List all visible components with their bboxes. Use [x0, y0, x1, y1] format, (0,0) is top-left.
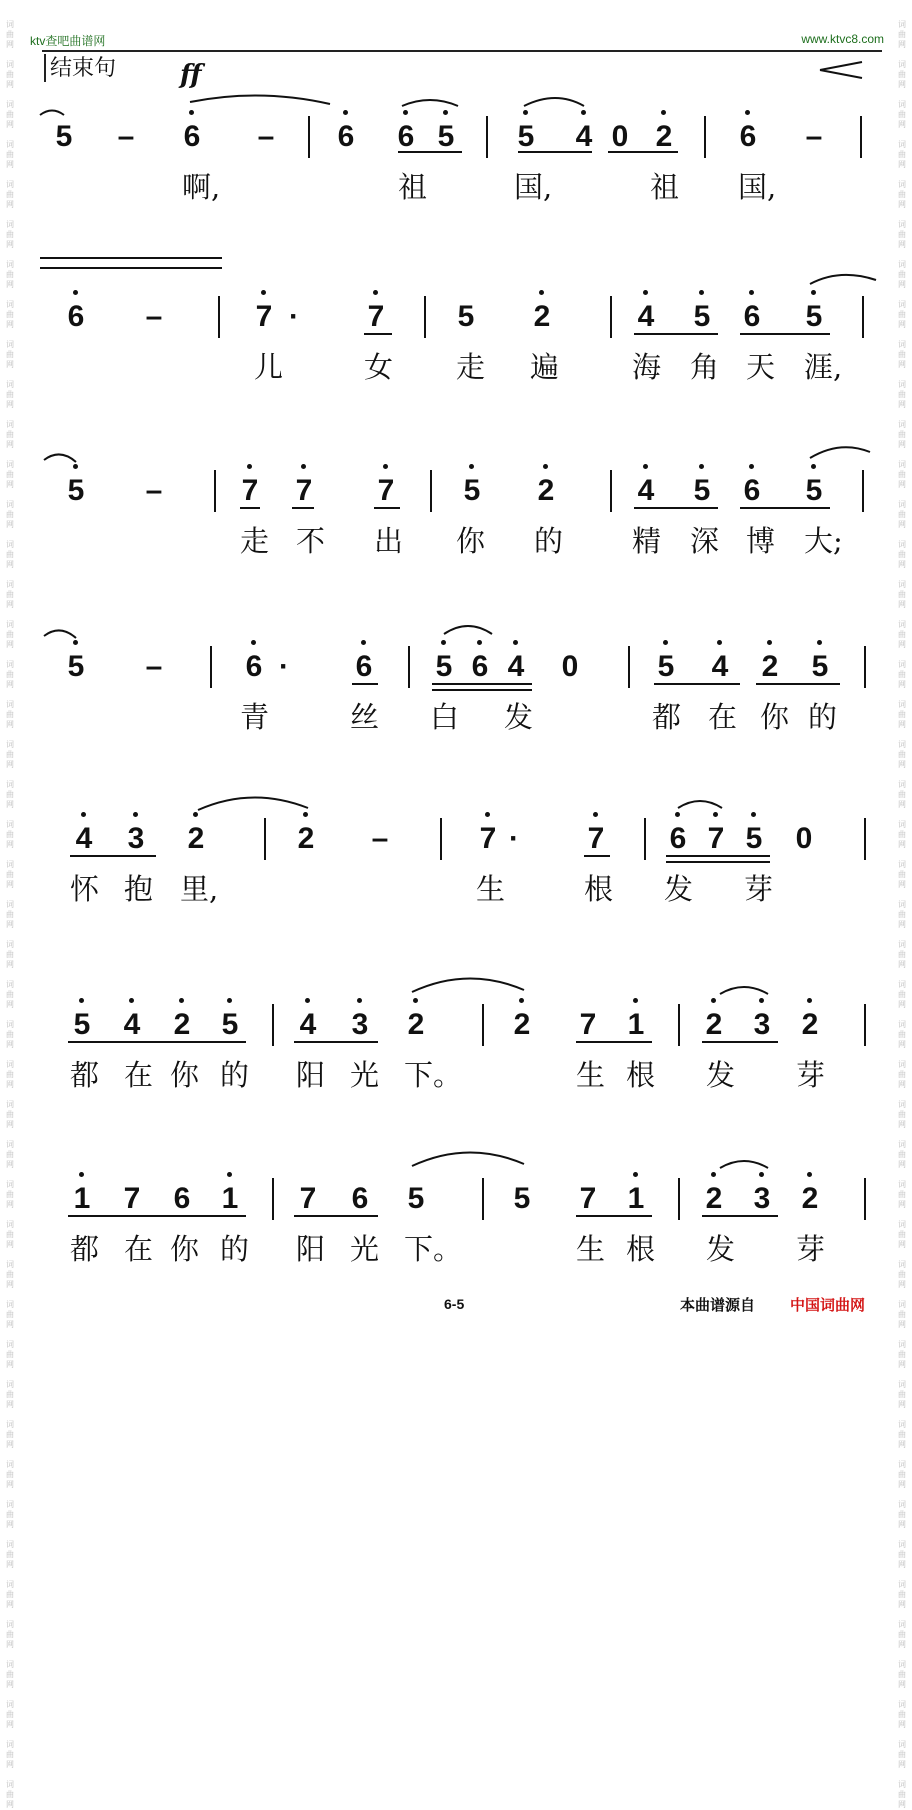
note: 7 — [587, 822, 605, 855]
note: 4 — [711, 650, 729, 683]
lyric-syllable: 生 — [576, 1232, 606, 1266]
lyric-syllable: 不 — [296, 524, 326, 558]
note: 3 — [753, 1008, 771, 1041]
note: 2 — [705, 1182, 723, 1215]
lyric-syllable: 走 — [456, 350, 486, 384]
page-number: 6-5 — [444, 1296, 465, 1312]
note: 6 — [173, 1182, 191, 1215]
note: 2 — [533, 300, 551, 333]
note: 7 — [295, 474, 313, 507]
lyric-syllable: 的 — [808, 700, 838, 734]
note: 7 — [299, 1182, 317, 1215]
lyric-syllable: 都 — [70, 1232, 100, 1266]
note: 2 — [187, 822, 205, 855]
note: 3 — [753, 1182, 771, 1215]
score-system-5 — [0, 812, 912, 922]
lyric-syllable: 你 — [760, 700, 790, 734]
side-watermark-right: 词 曲 网 词 曲 网 词 曲 网 词 曲 网 词 曲 网 词 曲 网 词 曲 网 词 曲 网 词 曲 网 词 曲 网 词 曲 网 词 曲 网 词 曲 网 词 曲 网 词 曲 网 词 曲 网 词 曲 网 词 曲 网 词 曲 网 词 曲 网 词 曲 网 词 曲 网 词 曲 网 词 曲 网 词 曲 网 词 曲 网 词 曲 网 词 曲 网 词 曲 网 词 曲 网 词 曲 网 词 曲 网 词 曲 网 词 曲 网 词 曲 网 词 曲 网 词 曲 网 词 曲 网 词 曲 网 词 曲 网 词 曲 网 词 曲 网 词 曲 网 词 曲 网 词 曲 网 — [898, 20, 906, 1809]
lyric-syllable: 发 — [664, 872, 694, 906]
lyric-syllable: 的 — [220, 1232, 250, 1266]
barline — [610, 296, 612, 338]
note: 4 — [507, 650, 525, 683]
note: 5 — [457, 300, 475, 333]
note: 5 — [657, 650, 675, 683]
score-system-3 — [0, 464, 912, 574]
note: 2 — [297, 822, 315, 855]
note: 5 — [693, 474, 711, 507]
side-watermark-left: 词 曲 网 词 曲 网 词 曲 网 词 曲 网 词 曲 网 词 曲 网 词 曲 网 词 曲 网 词 曲 网 词 曲 网 词 曲 网 词 曲 网 词 曲 网 词 曲 网 词 曲 网 词 曲 网 词 曲 网 词 曲 网 词 曲 网 词 曲 网 词 曲 网 词 曲 网 词 曲 网 词 曲 网 词 曲 网 词 曲 网 词 曲 网 词 曲 网 词 曲 网 词 曲 网 词 曲 网 词 曲 网 词 曲 网 词 曲 网 词 曲 网 词 曲 网 词 曲 网 词 曲 网 词 曲 网 词 曲 网 词 曲 网 词 曲 网 词 曲 网 词 曲 网 词 曲 网 — [6, 20, 14, 1809]
barline — [482, 1004, 484, 1046]
note: 5 — [67, 650, 85, 683]
lyric-syllable: 在 — [708, 700, 738, 734]
note: 5 — [437, 120, 455, 153]
lyric-syllable: 角 — [690, 350, 720, 384]
note: 4 — [575, 120, 593, 153]
note: 2 — [801, 1182, 819, 1215]
note: 2 — [801, 1008, 819, 1041]
note: 4 — [123, 1008, 141, 1041]
lyric-syllable: 深 — [690, 524, 720, 558]
note: 7 — [241, 474, 259, 507]
lyric-syllable: 下。 — [404, 1058, 463, 1092]
note: 2 — [761, 650, 779, 683]
top-rule — [42, 50, 882, 52]
dash: – — [145, 650, 163, 683]
note: 6 — [397, 120, 415, 153]
dash: – — [145, 474, 163, 507]
barline — [864, 1004, 866, 1046]
lyric-syllable: 发 — [706, 1232, 736, 1266]
note: 4 — [637, 474, 655, 507]
dot: · — [509, 822, 519, 855]
lyric-syllable: 生 — [576, 1058, 606, 1092]
lyric-syllable: 在 — [124, 1058, 154, 1092]
lyric-syllable: 你 — [456, 524, 486, 558]
note: 5 — [73, 1008, 91, 1041]
lyric-syllable: 光 — [350, 1058, 380, 1092]
lyric-syllable: 走 — [240, 524, 270, 558]
note: 5 — [221, 1008, 239, 1041]
note: 5 — [67, 474, 85, 507]
dash: – — [145, 300, 163, 333]
barline — [862, 296, 864, 338]
barline — [610, 470, 612, 512]
dash: – — [257, 120, 275, 153]
brand-link[interactable]: 中国词曲网 — [790, 1297, 866, 1314]
lyric-syllable: 青 — [240, 700, 270, 734]
note: 4 — [299, 1008, 317, 1041]
lyric-syllable: 大; — [804, 524, 843, 558]
barline — [862, 470, 864, 512]
barline — [864, 1178, 866, 1220]
note: 6 — [245, 650, 263, 683]
site-name-left[interactable]: ktv查吧曲谱网 — [30, 34, 106, 48]
lyric-syllable: 遍 — [530, 350, 560, 384]
lyric-syllable: 抱 — [124, 872, 154, 906]
lyric-syllable: 都 — [70, 1058, 100, 1092]
site-url-right[interactable]: www.ktvc8.com — [801, 32, 884, 46]
score-system-7 — [0, 1172, 912, 1282]
barline — [272, 1004, 274, 1046]
note: 5 — [693, 300, 711, 333]
note: 5 — [805, 474, 823, 507]
note: 1 — [221, 1182, 239, 1215]
barline — [308, 116, 310, 158]
note: 7 — [479, 822, 497, 855]
lyric-syllable: 芽 — [796, 1232, 826, 1266]
note: 6 — [743, 300, 761, 333]
note: 6 — [669, 822, 687, 855]
section-label: 结束句 — [44, 54, 116, 82]
note: 2 — [173, 1008, 191, 1041]
note: 6 — [355, 650, 373, 683]
lyric-syllable: 国, — [738, 170, 777, 204]
lyric-syllable: 根 — [584, 872, 614, 906]
note: 7 — [377, 474, 395, 507]
dash: – — [805, 120, 823, 153]
note: 5 — [811, 650, 829, 683]
lyric-syllable: 发 — [504, 700, 534, 734]
note: 2 — [513, 1008, 531, 1041]
barline — [704, 116, 706, 158]
note: 2 — [537, 474, 555, 507]
note: 6 — [351, 1182, 369, 1215]
note: 0 — [561, 650, 579, 683]
note: 1 — [73, 1182, 91, 1215]
lyric-syllable: 白 — [430, 700, 460, 734]
dash: – — [371, 822, 389, 855]
note: 5 — [407, 1182, 425, 1215]
note: 7 — [255, 300, 273, 333]
score-system-1 — [0, 110, 912, 220]
lyric-syllable: 芽 — [796, 1058, 826, 1092]
dot: · — [279, 650, 289, 683]
note: 7 — [707, 822, 725, 855]
barline — [678, 1178, 680, 1220]
note: 1 — [627, 1008, 645, 1041]
note: 5 — [435, 650, 453, 683]
dynamic-marking: ff — [180, 60, 202, 90]
barline — [486, 116, 488, 158]
source-label: 本曲谱源自 — [680, 1297, 756, 1314]
note: 3 — [351, 1008, 369, 1041]
barline — [430, 470, 432, 512]
score-system-4 — [0, 640, 912, 750]
barline — [424, 296, 426, 338]
barline — [860, 116, 862, 158]
dot: · — [289, 300, 299, 333]
barline — [440, 818, 442, 860]
lyric-syllable: 涯, — [804, 350, 843, 384]
note: 6 — [743, 474, 761, 507]
score-system-6 — [0, 998, 912, 1108]
note: 4 — [637, 300, 655, 333]
lyric-syllable: 祖 — [398, 170, 428, 204]
note: 1 — [627, 1182, 645, 1215]
lyric-syllable: 国, — [514, 170, 553, 204]
lyric-syllable: 下。 — [404, 1232, 463, 1266]
lyric-syllable: 出 — [374, 524, 404, 558]
lyric-syllable: 阳 — [296, 1232, 326, 1266]
note: 6 — [471, 650, 489, 683]
note: 7 — [579, 1008, 597, 1041]
note: 2 — [407, 1008, 425, 1041]
lyric-syllable: 祖 — [650, 170, 680, 204]
note: 5 — [513, 1182, 531, 1215]
barline — [214, 470, 216, 512]
lyric-syllable: 根 — [626, 1058, 656, 1092]
lyric-syllable: 你 — [170, 1058, 200, 1092]
lyric-syllable: 里, — [180, 872, 219, 906]
dash: – — [117, 120, 135, 153]
note: 2 — [705, 1008, 723, 1041]
lyric-syllable: 阳 — [296, 1058, 326, 1092]
note: 6 — [183, 120, 201, 153]
barline — [264, 818, 266, 860]
lyric-syllable: 精 — [632, 524, 662, 558]
note: 2 — [655, 120, 673, 153]
barline — [678, 1004, 680, 1046]
note: 7 — [123, 1182, 141, 1215]
note: 5 — [463, 474, 481, 507]
lyric-syllable: 的 — [220, 1058, 250, 1092]
note: 6 — [67, 300, 85, 333]
lyric-syllable: 光 — [350, 1232, 380, 1266]
barline — [272, 1178, 274, 1220]
lyric-syllable: 发 — [706, 1058, 736, 1092]
lyric-syllable: 生 — [476, 872, 506, 906]
barline — [864, 646, 866, 688]
lyric-syllable: 海 — [632, 350, 662, 384]
note: 5 — [805, 300, 823, 333]
lyric-syllable: 你 — [170, 1232, 200, 1266]
note: 5 — [55, 120, 73, 153]
lyric-syllable: 博 — [746, 524, 776, 558]
lyric-syllable: 都 — [652, 700, 682, 734]
lyric-syllable: 芽 — [744, 872, 774, 906]
note: 7 — [367, 300, 385, 333]
barline — [864, 818, 866, 860]
note: 5 — [745, 822, 763, 855]
barline — [644, 818, 646, 860]
lyric-syllable: 怀 — [70, 872, 100, 906]
note: 6 — [739, 120, 757, 153]
lyric-syllable: 天 — [746, 350, 776, 384]
lyric-syllable: 在 — [124, 1232, 154, 1266]
score-system-2 — [0, 290, 912, 400]
note: 0 — [611, 120, 629, 153]
note: 3 — [127, 822, 145, 855]
lyric-syllable: 的 — [534, 524, 564, 558]
lyric-syllable: 丝 — [350, 700, 380, 734]
note: 4 — [75, 822, 93, 855]
lyric-syllable: 根 — [626, 1232, 656, 1266]
barline — [408, 646, 410, 688]
lyric-syllable: 儿 — [254, 350, 284, 384]
barline — [482, 1178, 484, 1220]
barline — [210, 646, 212, 688]
barline — [218, 296, 220, 338]
note: 5 — [517, 120, 535, 153]
lyric-syllable: 女 — [364, 350, 394, 384]
lyric-syllable: 啊, — [182, 170, 221, 204]
note: 7 — [579, 1182, 597, 1215]
barline — [628, 646, 630, 688]
note: 0 — [795, 822, 813, 855]
note: 6 — [337, 120, 355, 153]
